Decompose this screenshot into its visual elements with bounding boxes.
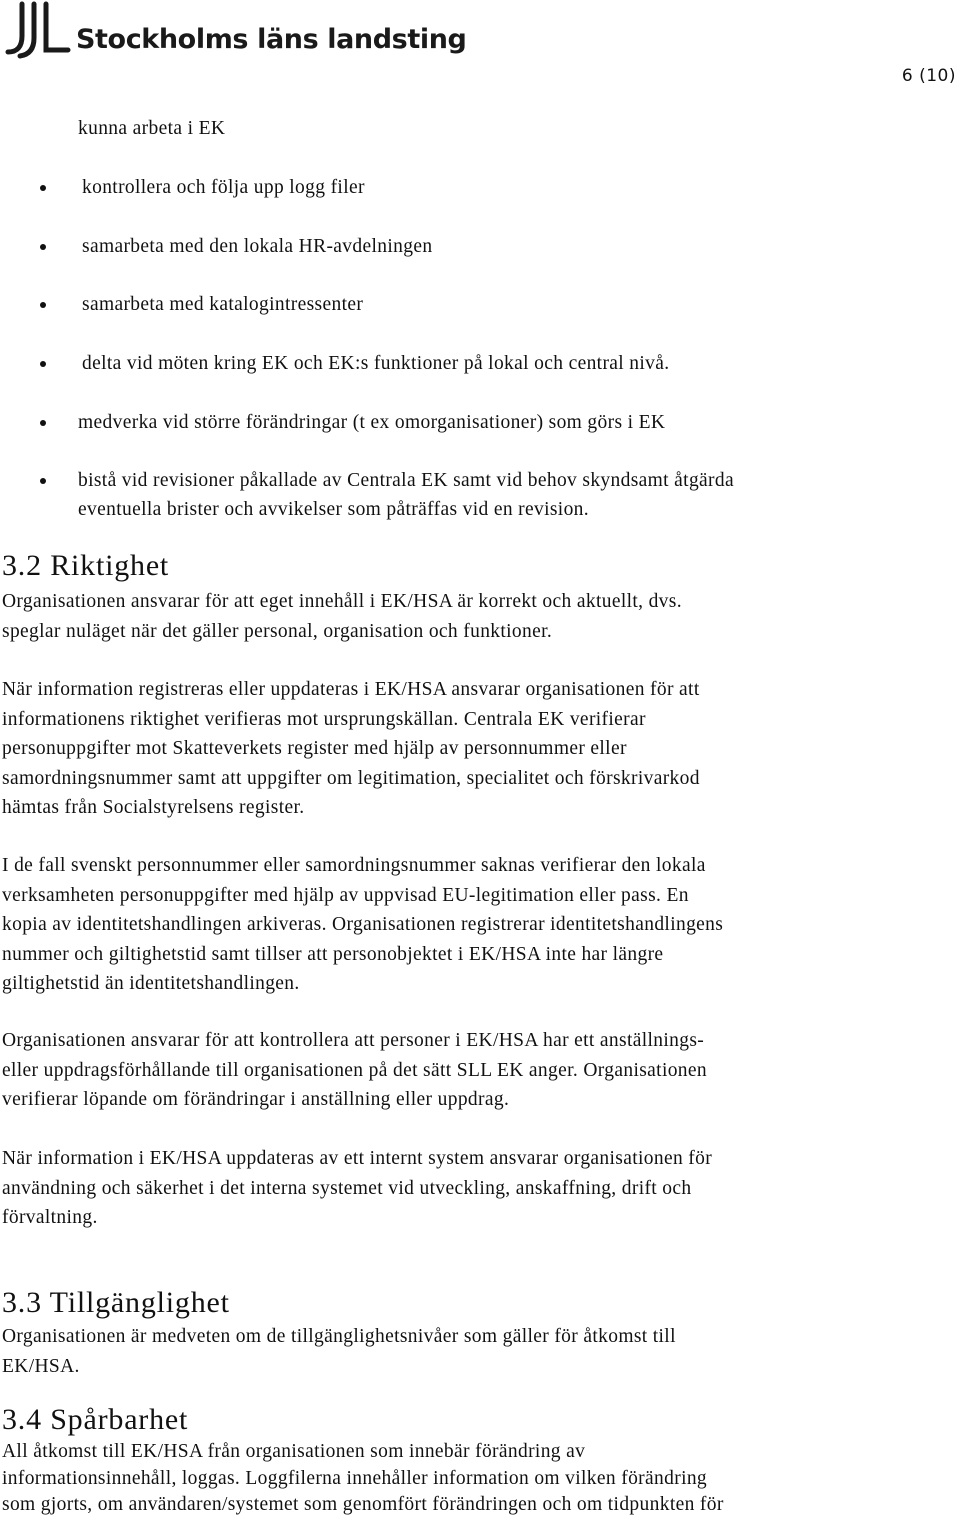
paragraph — [2, 851, 723, 999]
list-item-text: eventuella brister och avvikelser som påträffas vid en revision. — [78, 499, 590, 520]
paragraph-line: Organisationen ansvarar för att eget innehåll i EK/HSA är korrekt och aktuellt, dvs. — [2, 591, 682, 612]
paragraph-line: som gjorts, om användaren/systemet som genomfört förändringen och om tidpunkten för — [2, 1494, 724, 1515]
paragraph-line: personuppgifter mot Skatteverkets register med hjälp av personnummer eller — [2, 738, 627, 759]
section-heading-sparbarhet: 3.4 Spårbarhet — [2, 1403, 189, 1436]
bullet-icon — [40, 478, 46, 484]
paragraph — [2, 675, 700, 823]
paragraph-line: giltighetstid än identitetshandlingen. — [2, 973, 300, 994]
list-item-text: kontrollera och följa upp logg filer — [82, 177, 365, 198]
bullet-icon — [40, 244, 46, 250]
paragraph-line: I de fall svenskt personnummer eller samordningsnummer saknas verifierar den lokala — [2, 855, 706, 876]
paragraph-line: kopia av identitetshandlingen arkiveras. Organisationen registrerar identitetshandlingens — [2, 914, 724, 935]
paragraph-line: När information registreras eller uppdateras i EK/HSA ansvarar organisationen för att — [2, 679, 700, 700]
bullet-icon — [40, 420, 46, 426]
org-name: Stockholms läns landsting — [76, 24, 467, 55]
paragraph — [2, 1144, 712, 1233]
bullet-icon — [40, 302, 46, 308]
org-logo — [0, 0, 470, 62]
paragraph-line: nummer och giltighetstid samt tillser att personobjektet i EK/HSA inte har längre — [2, 943, 664, 965]
paragraph-line: Organisationen är medveten om de tillgänglighetsnivåer som gäller för åtkomst till — [2, 1326, 676, 1347]
paragraph-line: hämtas från Socialstyrelsens register. — [2, 797, 305, 818]
list-item-text: samarbeta med den lokala HR-avdelningen — [82, 236, 433, 257]
paragraph-line: informationens riktighet verifieras mot ursprungskällan. Centrala EK verifierar — [2, 708, 646, 730]
paragraph-line: eller uppdragsförhållande till organisationen på det sätt SLL EK anger. Organisationen — [2, 1059, 708, 1081]
paragraph-line: verifierar löpande om förändringar i anställning eller uppdrag. — [2, 1089, 510, 1110]
paragraph-line: Organisationen ansvarar för att kontrollera att personer i EK/HSA har ett anställnings- — [2, 1030, 705, 1051]
section-heading-riktighet: 3.2 Riktighet — [2, 549, 170, 582]
paragraph — [2, 587, 682, 646]
list-item-text: medverka vid större förändringar (t ex omorganisationer) som görs i EK — [78, 412, 666, 433]
paragraph-line: användning och säkerhet i det interna systemet vid utveckling, anskaffning, drift och — [2, 1177, 692, 1199]
intro-text: kunna arbeta i EK — [78, 118, 226, 139]
paragraph-line: informationsinnehåll, loggas. Loggfilerna innehåller information om vilken förändring — [2, 1467, 708, 1489]
sll-logo-icon — [0, 0, 76, 62]
bullet-icon — [40, 361, 46, 367]
list-item-text: samarbeta med katalogintressenter — [82, 294, 364, 315]
page-number: 6 (10) — [901, 66, 956, 86]
paragraph-line: speglar nuläget när det gäller personal, organisation och funktioner. — [2, 620, 553, 642]
paragraph — [2, 1439, 724, 1519]
section-heading-tillganglighet: 3.3 Tillgänglighet — [2, 1286, 230, 1319]
paragraph-line: verksamheten personuppgifter med hjälp av uppvisad EU-legitimation eller pass. En — [2, 884, 689, 906]
paragraph-line: När information i EK/HSA uppdateras av ett internt system ansvarar organisationen för — [2, 1148, 713, 1169]
list-item-text: delta vid möten kring EK och EK:s funktioner på lokal och central nivå. — [82, 353, 670, 374]
paragraph-line: EK/HSA. — [2, 1355, 80, 1377]
paragraph-line: förvaltning. — [2, 1207, 98, 1228]
bullet-icon — [40, 185, 46, 191]
paragraph-line: All åtkomst till EK/HSA från organisationen som innebär förändring av — [2, 1441, 586, 1462]
paragraph — [2, 1322, 676, 1381]
paragraph-line: samordningsnummer samt att uppgifter om legitimation, specialitet och förskrivarkod — [2, 767, 700, 789]
list-item-text: bistå vid revisioner påkallade av Centrala EK samt vid behov skyndsamt åtgärda — [78, 470, 734, 491]
paragraph — [2, 1026, 707, 1115]
